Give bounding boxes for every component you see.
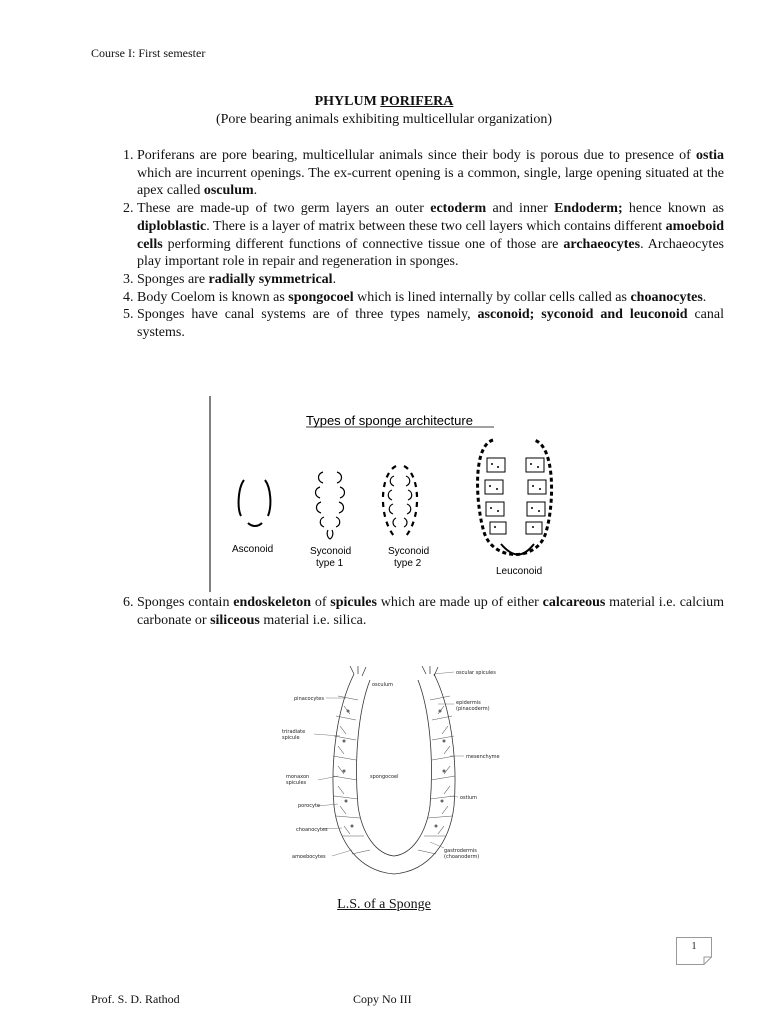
list-item — [137, 594, 724, 629]
bold-term: asconoid; syconoid and leuconoid — [477, 307, 688, 323]
label-gastrodermis: gastrodermis — [444, 848, 477, 854]
bold-term: calcareous — [542, 595, 606, 610]
leuconoid-diagram — [478, 440, 552, 555]
list-item — [137, 147, 724, 200]
bold-term: siliceous — [210, 612, 260, 628]
bold-term: radially symmetrical — [208, 271, 333, 287]
label-leader-lines — [314, 672, 464, 856]
points-list — [91, 147, 724, 342]
figure1-title: Types of sponge architecture — [306, 413, 473, 428]
list-item — [137, 271, 724, 289]
label-ostium: ostium — [460, 795, 478, 801]
bold-term: Endoderm; — [554, 201, 623, 217]
label-pinacoderm: (pinacoderm) — [456, 706, 490, 712]
text-run: material i.e. silica. — [259, 612, 367, 628]
page-number: 1 — [691, 941, 697, 952]
bold-term: amoeboid cells — [137, 218, 724, 252]
label-triradiate: triradiate — [282, 729, 306, 735]
label-syconoid1-type: type 1 — [316, 558, 344, 569]
label-syconoid2-type: type 2 — [394, 558, 422, 569]
title-word-phylum: PHYLUM — [314, 94, 377, 109]
label-choanoderm: (choanoderm) — [444, 854, 480, 860]
text-run: Body Coelom is known as — [137, 289, 289, 305]
bold-term: spongocoel — [288, 289, 354, 305]
label-pinacocytes: pinacocytes — [294, 696, 324, 702]
label-syconoid2: Syconoid — [388, 546, 430, 557]
text-run: of — [311, 595, 331, 610]
text-run: performing different functions of connective tissue one of those are — [162, 236, 564, 252]
label-spicules: spicules — [286, 780, 307, 786]
list-item — [137, 306, 724, 341]
list-item — [137, 289, 724, 307]
cell-dots — [343, 710, 446, 828]
text-run: which are made up of either — [376, 595, 543, 610]
label-osculum: osculum — [372, 682, 394, 688]
text-run: material i.e. calcium carbonate or — [137, 595, 725, 628]
label-epidermis: epidermis — [456, 700, 481, 706]
text-run: Sponges have canal systems are of three types namely, — [137, 307, 478, 323]
label-spongocoel: spongocoel — [370, 774, 399, 780]
label-choanocytes: choanocytes — [296, 827, 328, 833]
label-leuconoid: Leuconoid — [496, 566, 543, 577]
bold-term: ectoderm — [430, 201, 487, 217]
text-run: . There is a layer of matrix between these two cell layers which contains different — [206, 218, 666, 234]
bold-term: diploblastic — [137, 218, 207, 234]
text-run: canal systems. — [137, 307, 724, 341]
text-run: which is lined internally by collar cells called as — [353, 289, 631, 305]
bold-term: choanocytes — [630, 289, 703, 305]
bold-term: spicules — [330, 595, 377, 610]
label-monaxon: monaxon — [286, 774, 310, 780]
text-run: These are made-up of two germ layers an outer — [137, 201, 431, 217]
bold-term: archaeocytes — [563, 236, 641, 252]
text-run: . Archaeocytes play important role in repair and regeneration in sponges. — [137, 236, 724, 270]
title-word-porifera: PORIFERA — [380, 94, 454, 109]
sponge-architecture-figure — [208, 396, 568, 592]
text-run: . — [702, 289, 707, 305]
text-run: which are incurrent openings. The ex-current opening is a common, single, large opening situated at the apex called — [137, 165, 724, 199]
label-oscular-spicules: oscular spicules — [456, 670, 496, 676]
points-list-continued — [91, 594, 724, 629]
figure2-caption: L.S. of a Sponge — [337, 897, 431, 912]
oscular-spicules — [350, 666, 438, 676]
text-run: . — [332, 271, 337, 287]
page-subtitle: (Pore bearing animals exhibiting multicellular organization) — [215, 112, 553, 127]
sponge-longitudinal-section-figure — [278, 666, 510, 888]
footer-copy: Copy No III — [353, 992, 412, 1006]
text-run: and inner — [486, 201, 555, 217]
label-syconoid1: Syconoid — [310, 546, 352, 557]
bold-term: osculum — [203, 183, 254, 199]
label-asconoid: Asconoid — [232, 544, 274, 555]
asconoid-diagram — [239, 480, 271, 526]
text-run: Sponges are — [137, 271, 209, 287]
footer-author: Prof. S. D. Rathod — [91, 992, 180, 1006]
page-title — [0, 94, 768, 110]
text-run: Poriferans are pore bearing, multicellular animals since their body is porous due to presence of — [137, 148, 696, 163]
running-header: Course I: First semester — [91, 46, 206, 60]
label-spicule: spicule — [282, 735, 300, 741]
label-mesenchyme: mesenchyme — [466, 754, 500, 760]
text-run: Sponges contain — [137, 595, 234, 610]
syconoid-type1-diagram — [316, 472, 345, 539]
text-run: hence known as — [622, 201, 724, 217]
label-porocyte: porocyte — [298, 803, 320, 809]
list-item — [137, 200, 724, 271]
label-amoebocytes: amoebocytes — [292, 854, 326, 860]
bold-term: ostia — [696, 148, 724, 163]
bold-term: endoskeleton — [233, 595, 312, 610]
text-run: . — [253, 183, 258, 199]
syconoid-type2-diagram — [383, 466, 417, 536]
